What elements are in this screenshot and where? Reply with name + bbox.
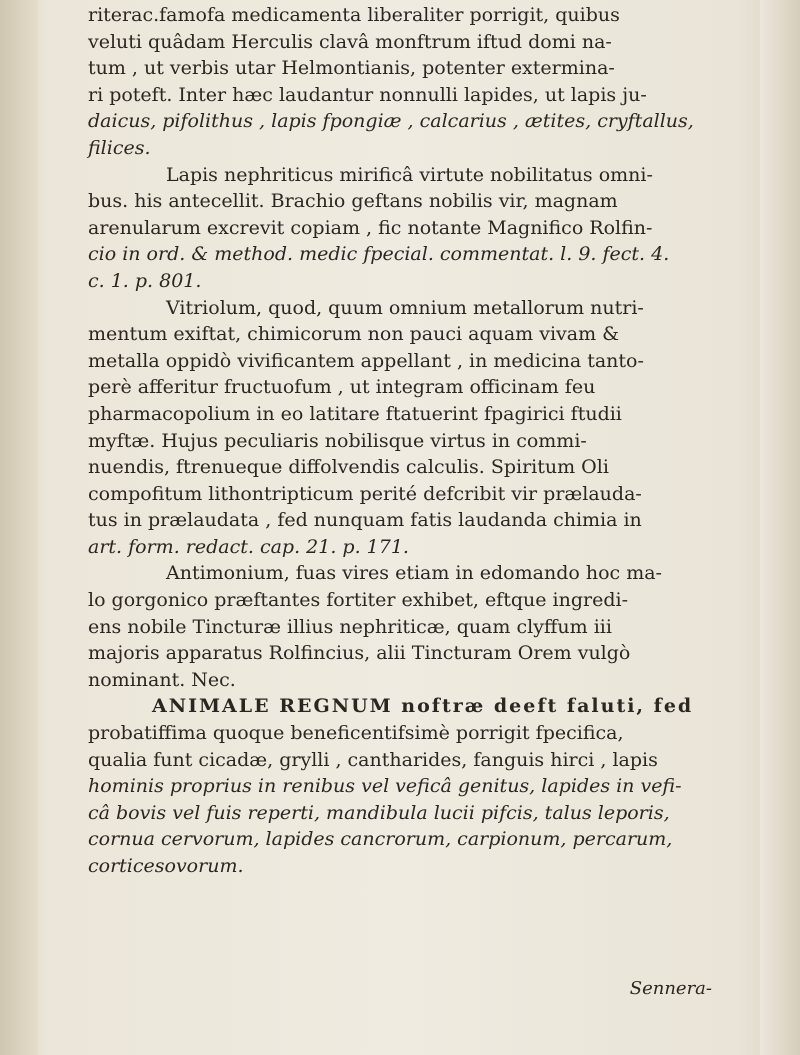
page-text xyxy=(88,2,738,880)
text-line: Lapis nephriticus mirificâ virtute nobilitatus omni- xyxy=(166,163,653,186)
text-line: cornua cervorum, lapides cancrorum, carpionum, percarum, xyxy=(88,828,673,851)
text-line: perè afferitur fructuofum , ut integram officinam feu xyxy=(88,376,596,399)
text-line: veluti quâdam Herculis clavâ monftrum iftud domi na- xyxy=(88,30,612,53)
text-line: filices. xyxy=(88,136,151,159)
catchword: Sennera- xyxy=(629,978,712,999)
text-line: metalla oppidò vivificantem appellant , in medicina tanto- xyxy=(88,349,644,372)
text-line: bus. his antecellit. Brachio geftans nobilis vir, magnam xyxy=(88,190,618,213)
page-left-edge xyxy=(0,0,38,1055)
section-heading: ANIMALE REGNUM noftræ deeft faluti, fed xyxy=(152,695,694,718)
text-line: lo gorgonico præftantes fortiter exhibet, eftque ingredi- xyxy=(88,589,628,612)
text-line: Antimonium, fuas vires etiam in edomando hoc ma- xyxy=(166,562,662,585)
text-line: probatiffima quoque beneficentifsimè porrigit fpecifica, xyxy=(88,722,624,745)
text-line: nuendis, ftrenueque diffolvendis calculis. Spiritum Oli xyxy=(88,456,609,479)
text-line: Vitriolum, quod, quum omnium metallorum nutri- xyxy=(166,296,644,319)
text-line: pharmacopolium in eo latitare ftatuerint fpagirici ftudii xyxy=(88,402,622,425)
text-line: câ bovis vel fuis reperti, mandibula lucii pifcis, talus leporis, xyxy=(88,801,670,824)
text-line: tus in prælaudata , fed nunquam fatis laudanda chimia in xyxy=(88,509,642,532)
text-line: myftæ. Hujus peculiaris nobilisque virtus in commi- xyxy=(88,429,587,452)
text-line: compofitum lithontripticum perité defcribit vir prælauda- xyxy=(88,482,642,505)
text-line: cio in ord. & method. medic fpecial. commentat. l. 9. fect. 4. xyxy=(88,243,670,266)
text-line: nominant. Nec. xyxy=(88,668,236,691)
text-line: tum , ut verbis utar Helmontianis, potenter extermina- xyxy=(88,57,615,80)
text-line: majoris apparatus Rolfincius, alii Tincturam Orem vulgò xyxy=(88,642,631,665)
text-line: hominis proprius in renibus vel veficâ genitus, lapides in vefi- xyxy=(88,775,682,798)
page-right-edge xyxy=(760,0,800,1055)
text-line: arenularum excrevit copiam , fic notante Magnifico Rolfin- xyxy=(88,216,653,239)
text-line: ri poteft. Inter hæc laudantur nonnulli lapides, ut lapis ju- xyxy=(88,83,647,106)
text-line: mentum exiftat, chimicorum non pauci aquam vivam & xyxy=(88,323,620,346)
text-line: qualia funt cicadæ, grylli , cantharides, fanguis hirci , lapis xyxy=(88,748,658,771)
text-line: riterac.famofa medicamenta liberaliter porrigit, quibus xyxy=(88,4,620,26)
text-line: ens nobile Tincturæ illius nephriticæ, quam clyffum iii xyxy=(88,615,612,638)
text-line: corticesovorum. xyxy=(88,855,244,877)
text-line: c. 1. p. 801. xyxy=(88,269,202,292)
text-line: art. form. redact. cap. 21. p. 171. xyxy=(88,535,409,558)
text-line: daicus, pifolithus , lapis fpongiæ , calcarius , ætites, cryftallus, xyxy=(88,110,694,133)
